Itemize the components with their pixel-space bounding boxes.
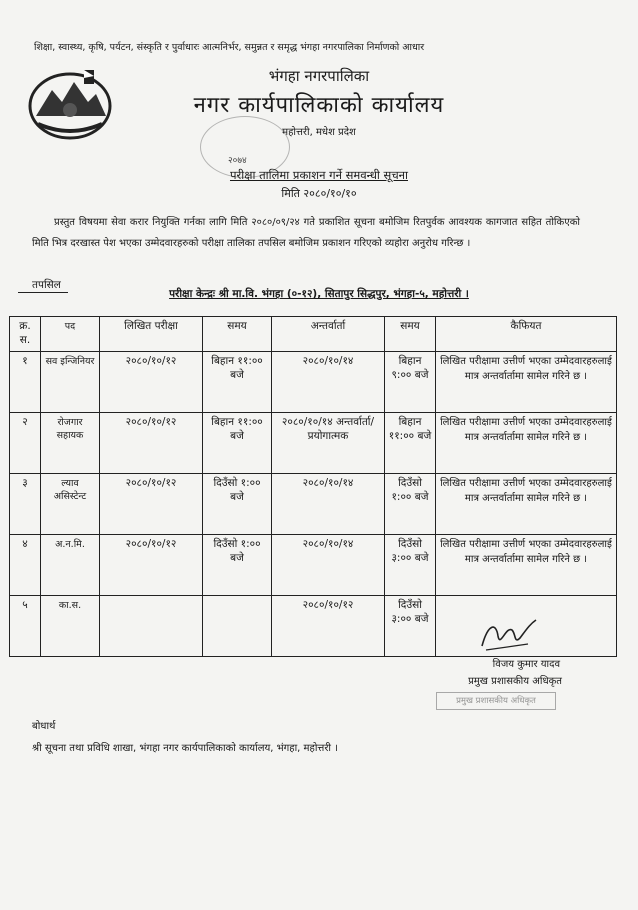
written-time-cell: दिउँसो १:०० बजे	[203, 474, 272, 535]
header-post: पद	[41, 317, 100, 352]
exam-center: परीक्षा केन्द्रः श्री मा.वि. भंगहा (०-१२), सितापुर सिद्धपुर, भंगहा-५, महोत्तरी ।	[169, 288, 469, 300]
remarks-cell: लिखित परीक्षामा उत्तीर्ण भएका उम्मेदवारहरुलाई मात्र अन्तर्वार्तामा सामेल गरिने छ ।	[436, 352, 617, 413]
table-row	[10, 413, 617, 474]
remarks-cell: लिखित परीक्षामा उत्तीर्ण भएका उम्मेदवारहरुलाई मात्र अन्तर्वार्तामा सामेल गरिने छ ।	[436, 413, 617, 474]
post-cell: का.स.	[41, 596, 100, 657]
table-row	[10, 474, 617, 535]
serial-cell: ३	[10, 474, 41, 535]
written-date-cell	[100, 596, 203, 657]
interview-time-cell: दिउँसो ३:०० बजे	[385, 596, 436, 657]
designation-stamp: प्रमुख प्रशासकीय अधिकृत	[436, 692, 556, 710]
serial-cell: ४	[10, 535, 41, 596]
cc-label: बोधार्थ	[32, 721, 56, 732]
serial-cell: १	[10, 352, 41, 413]
signatory-designation: प्रमुख प्रशासकीय अधिकृत	[468, 676, 562, 687]
interview-time-cell: बिहान ११:०० बजे	[385, 413, 436, 474]
serial-cell: ५	[10, 596, 41, 657]
interview-time-cell: दिउँसो १:०० बजे	[385, 474, 436, 535]
post-cell: सव इन्जिनियर	[41, 352, 100, 413]
header-written-time: समय	[203, 317, 272, 352]
post-cell: अ.न.मि.	[41, 535, 100, 596]
header-remarks: कैफियत	[436, 317, 617, 352]
notice-body: प्रस्तुत विषयमा सेवा करार नियुक्ति गर्नका लागि मिति २०८०/०९/२४ गते प्रकाशित सूचना बमोजिम रितपुर्वक आवश्यक कागजात सहित तोकिएको मिति भित्र दरखास्त पेश भएका उम्मेदवारहरुको परीक्षा तालिका तपसिल बमोजिम प्रकाशन गरिएको व्यहोरा अनुरोध गरिन्छ ।	[32, 217, 580, 249]
notice-subject: परीक्षा तालिमा प्रकाशन गर्ने समवन्धी सूचना	[229, 168, 408, 182]
serial-cell: २	[10, 413, 41, 474]
remarks-cell: लिखित परीक्षामा उत्तीर्ण भएका उम्मेदवारहरुलाई मात्र अन्तर्वार्तामा सामेल गरिने छ ।	[436, 474, 617, 535]
annex-label: तपसिल	[32, 279, 61, 291]
interview-time-cell: दिउँसो ३:०० बजे	[385, 535, 436, 596]
header-interview: अन्तर्वार्ता	[272, 317, 385, 352]
notice-date: मिति २०८०/१०/१०	[281, 187, 357, 200]
interview-date-cell: २०८०/१०/१४	[272, 535, 385, 596]
municipality-name: भंगहा नगरपालिका	[268, 67, 370, 85]
written-date-cell: २०८०/१०/१२	[100, 352, 203, 413]
interview-date-cell: २०८०/१०/१४	[272, 474, 385, 535]
interview-date-cell: २०८०/१०/१४ अन्तर्वार्ता/प्रयोगात्मक	[272, 413, 385, 474]
header-interview-time: समय	[385, 317, 436, 352]
written-date-cell: २०८०/१०/१२	[100, 413, 203, 474]
post-cell: रोजगार सहायक	[41, 413, 100, 474]
written-time-cell: दिउँसो १:०० बजे	[203, 535, 272, 596]
interview-time-cell: बिहान ९:०० बजे	[385, 352, 436, 413]
written-time-cell	[203, 596, 272, 657]
cc-recipient: श्री सूचना तथा प्रविधि शाखा, भंगहा नगर कार्यपालिकाको कार्यालय, भंगहा, महोत्तरी ।	[32, 743, 338, 754]
interview-date-cell: २०८०/१०/१२	[272, 596, 385, 657]
interview-date-cell: २०८०/१०/१४	[272, 352, 385, 413]
remarks-cell: लिखित परीक्षामा उत्तीर्ण भएका उम्मेदवारहरुलाई मात्र अन्तर्वार्तामा सामेल गरिने छ ।	[436, 535, 617, 596]
signature-icon	[478, 616, 538, 656]
exam-schedule-table	[9, 316, 617, 657]
header-tagline: शिक्षा, स्वास्थ्य, कृषि, पर्यटन, संस्कृति र पुर्वाधारः आत्मनिर्भर, समुन्नत र समृद्ध भंगहा नगरपालिका निर्माणको आधार	[34, 42, 425, 53]
signatory-name: विजय कुमार यादव	[492, 659, 560, 670]
written-time-cell: बिहान ११:०० बजे	[203, 352, 272, 413]
table-header-row	[10, 317, 617, 352]
seal-year: २०७४	[228, 156, 247, 166]
written-date-cell: २०८०/१०/१२	[100, 535, 203, 596]
header-serial: क्र. स.	[10, 317, 41, 352]
office-name: नगर कार्यपालिकाको कार्यालय	[193, 93, 445, 118]
written-time-cell: बिहान ११:०० बजे	[203, 413, 272, 474]
table-row	[10, 352, 617, 413]
office-address: महोत्तरी, मधेश प्रदेश	[282, 127, 356, 138]
header-written-exam: लिखित परीक्षा	[100, 317, 203, 352]
post-cell: ल्याव असिस्टेन्ट	[41, 474, 100, 535]
table-row	[10, 535, 617, 596]
written-date-cell: २०८०/१०/१२	[100, 474, 203, 535]
